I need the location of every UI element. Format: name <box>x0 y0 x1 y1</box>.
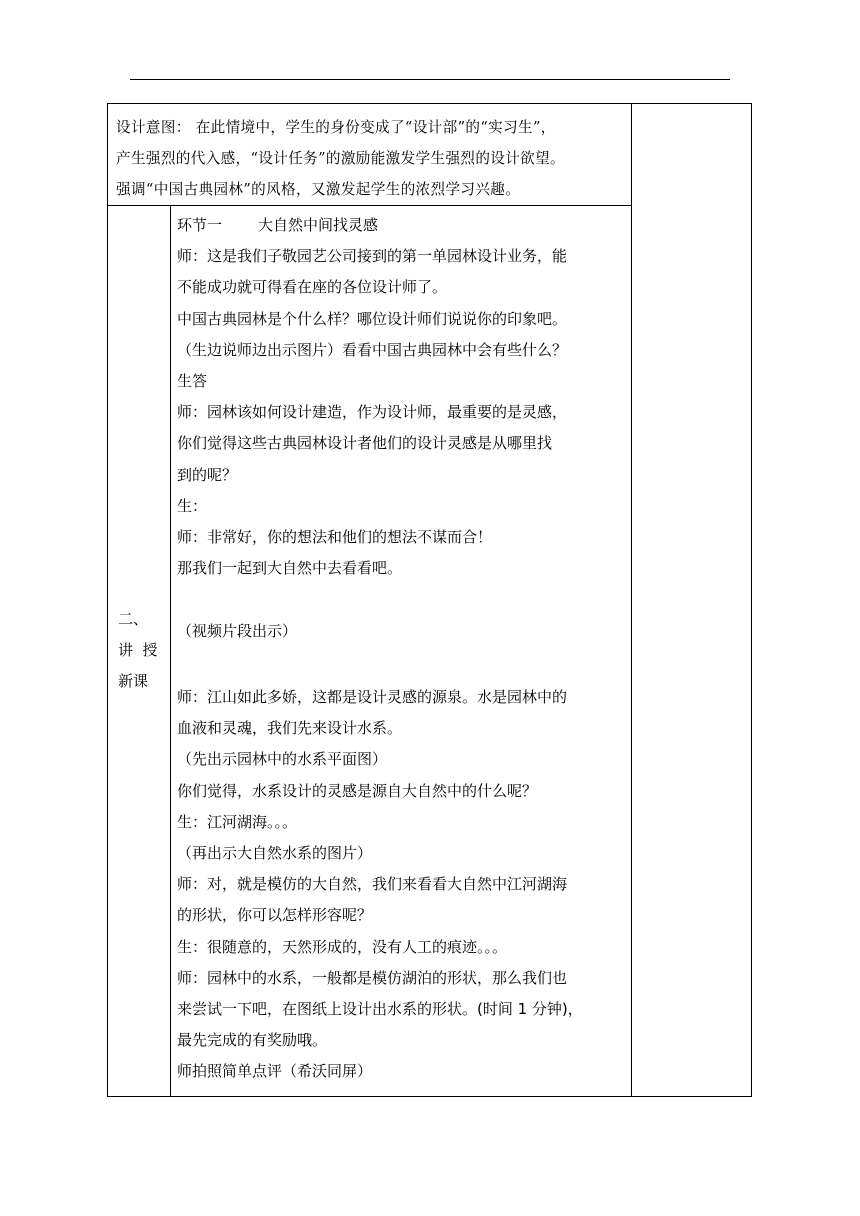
content-line: （再出示大自然水系的图片） <box>177 844 373 863</box>
intent-line: 产生强烈的代入感，“设计任务”的激励能激发学生强烈的设计欲望。 <box>116 150 565 167</box>
content-line: 不能成功就可得看在座的各位设计师了。 <box>177 278 448 297</box>
content-line: 到的呢？ <box>177 465 238 484</box>
content-line: 师：园林中的水系，一般都是模仿湖泊的形状，那么我们也 <box>177 968 568 987</box>
content-line: 师：非常好，你的想法和他们的想法不谋而合！ <box>177 528 493 547</box>
content-line: （生边说师边出示图片）看看中国古典园林中会有些什么？ <box>177 340 568 359</box>
content-line: （视频片段出示） <box>177 621 298 640</box>
content-line: 生：很随意的，天然形成的，没有人工的痕迹。。。 <box>177 937 508 956</box>
intent-line: 设计意图： 在此情境中，学生的身份变成了“设计部”的“实习生”， <box>116 119 556 136</box>
content-line: 生：江河湖海。。。 <box>177 812 298 831</box>
intent-row <box>108 104 752 206</box>
content-line: 那我们一起到大自然中去看看吧。 <box>177 559 403 578</box>
design-intent-cell <box>108 104 632 206</box>
content-line: 血液和灵魂，我们先来设计水系。 <box>177 719 403 738</box>
content-line: 师：对，就是模仿的大自然，我们来看看大自然中江河湖海 <box>177 875 568 894</box>
intent-line: 强调“中国古典园林”的风格，又激发起学生的浓烈学习兴趣。 <box>116 181 521 198</box>
section-label-line: 新课 <box>118 672 149 690</box>
content-line: 的形状，你可以怎样形容呢？ <box>177 906 373 925</box>
section-label-line: 二、 <box>118 610 149 628</box>
blank-line <box>177 584 625 615</box>
stage-heading <box>177 210 625 241</box>
content-line: 最先完成的有奖励哦。 <box>177 1031 328 1050</box>
stage-title: 大自然中间找灵感 <box>258 216 379 234</box>
content-line: 中国古典园林是个什么样？哪位设计师们说说你的印象吧。 <box>177 309 568 328</box>
lesson-content-cell <box>171 206 632 1097</box>
section-label-line: 讲 授 <box>118 641 158 659</box>
content-line: 生答 <box>177 372 208 391</box>
blank-line <box>177 647 625 678</box>
lesson-plan-table <box>107 103 752 1097</box>
content-line: 师：这是我们子敬园艺公司接到的第一单园林设计业务，能 <box>177 247 568 266</box>
content-line: 你们觉得这些古典园林设计者他们的设计灵感是从哪里找 <box>177 434 553 453</box>
content-line: 师：园林该如何设计建造，作为设计师，最重要的是灵感， <box>177 403 568 422</box>
section-label-cell <box>108 206 171 1097</box>
stage-number: 环节一 <box>177 216 223 234</box>
header-rule <box>130 79 730 80</box>
content-line: （先出示园林中的水系平面图） <box>177 750 388 769</box>
content-line: 来尝试一下吧，在图纸上设计出水系的形状。(时间 1 分钟)， <box>177 1000 583 1019</box>
notes-column-cell <box>632 104 752 1097</box>
content-line: 师拍照简单点评（希沃同屏） <box>177 1062 373 1081</box>
content-line: 生： <box>177 496 208 515</box>
content-line: 你们觉得，水系设计的灵感是源自大自然中的什么呢？ <box>177 781 538 800</box>
content-line: 师：江山如此多娇，这都是设计灵感的源泉。水是园林中的 <box>177 688 568 707</box>
